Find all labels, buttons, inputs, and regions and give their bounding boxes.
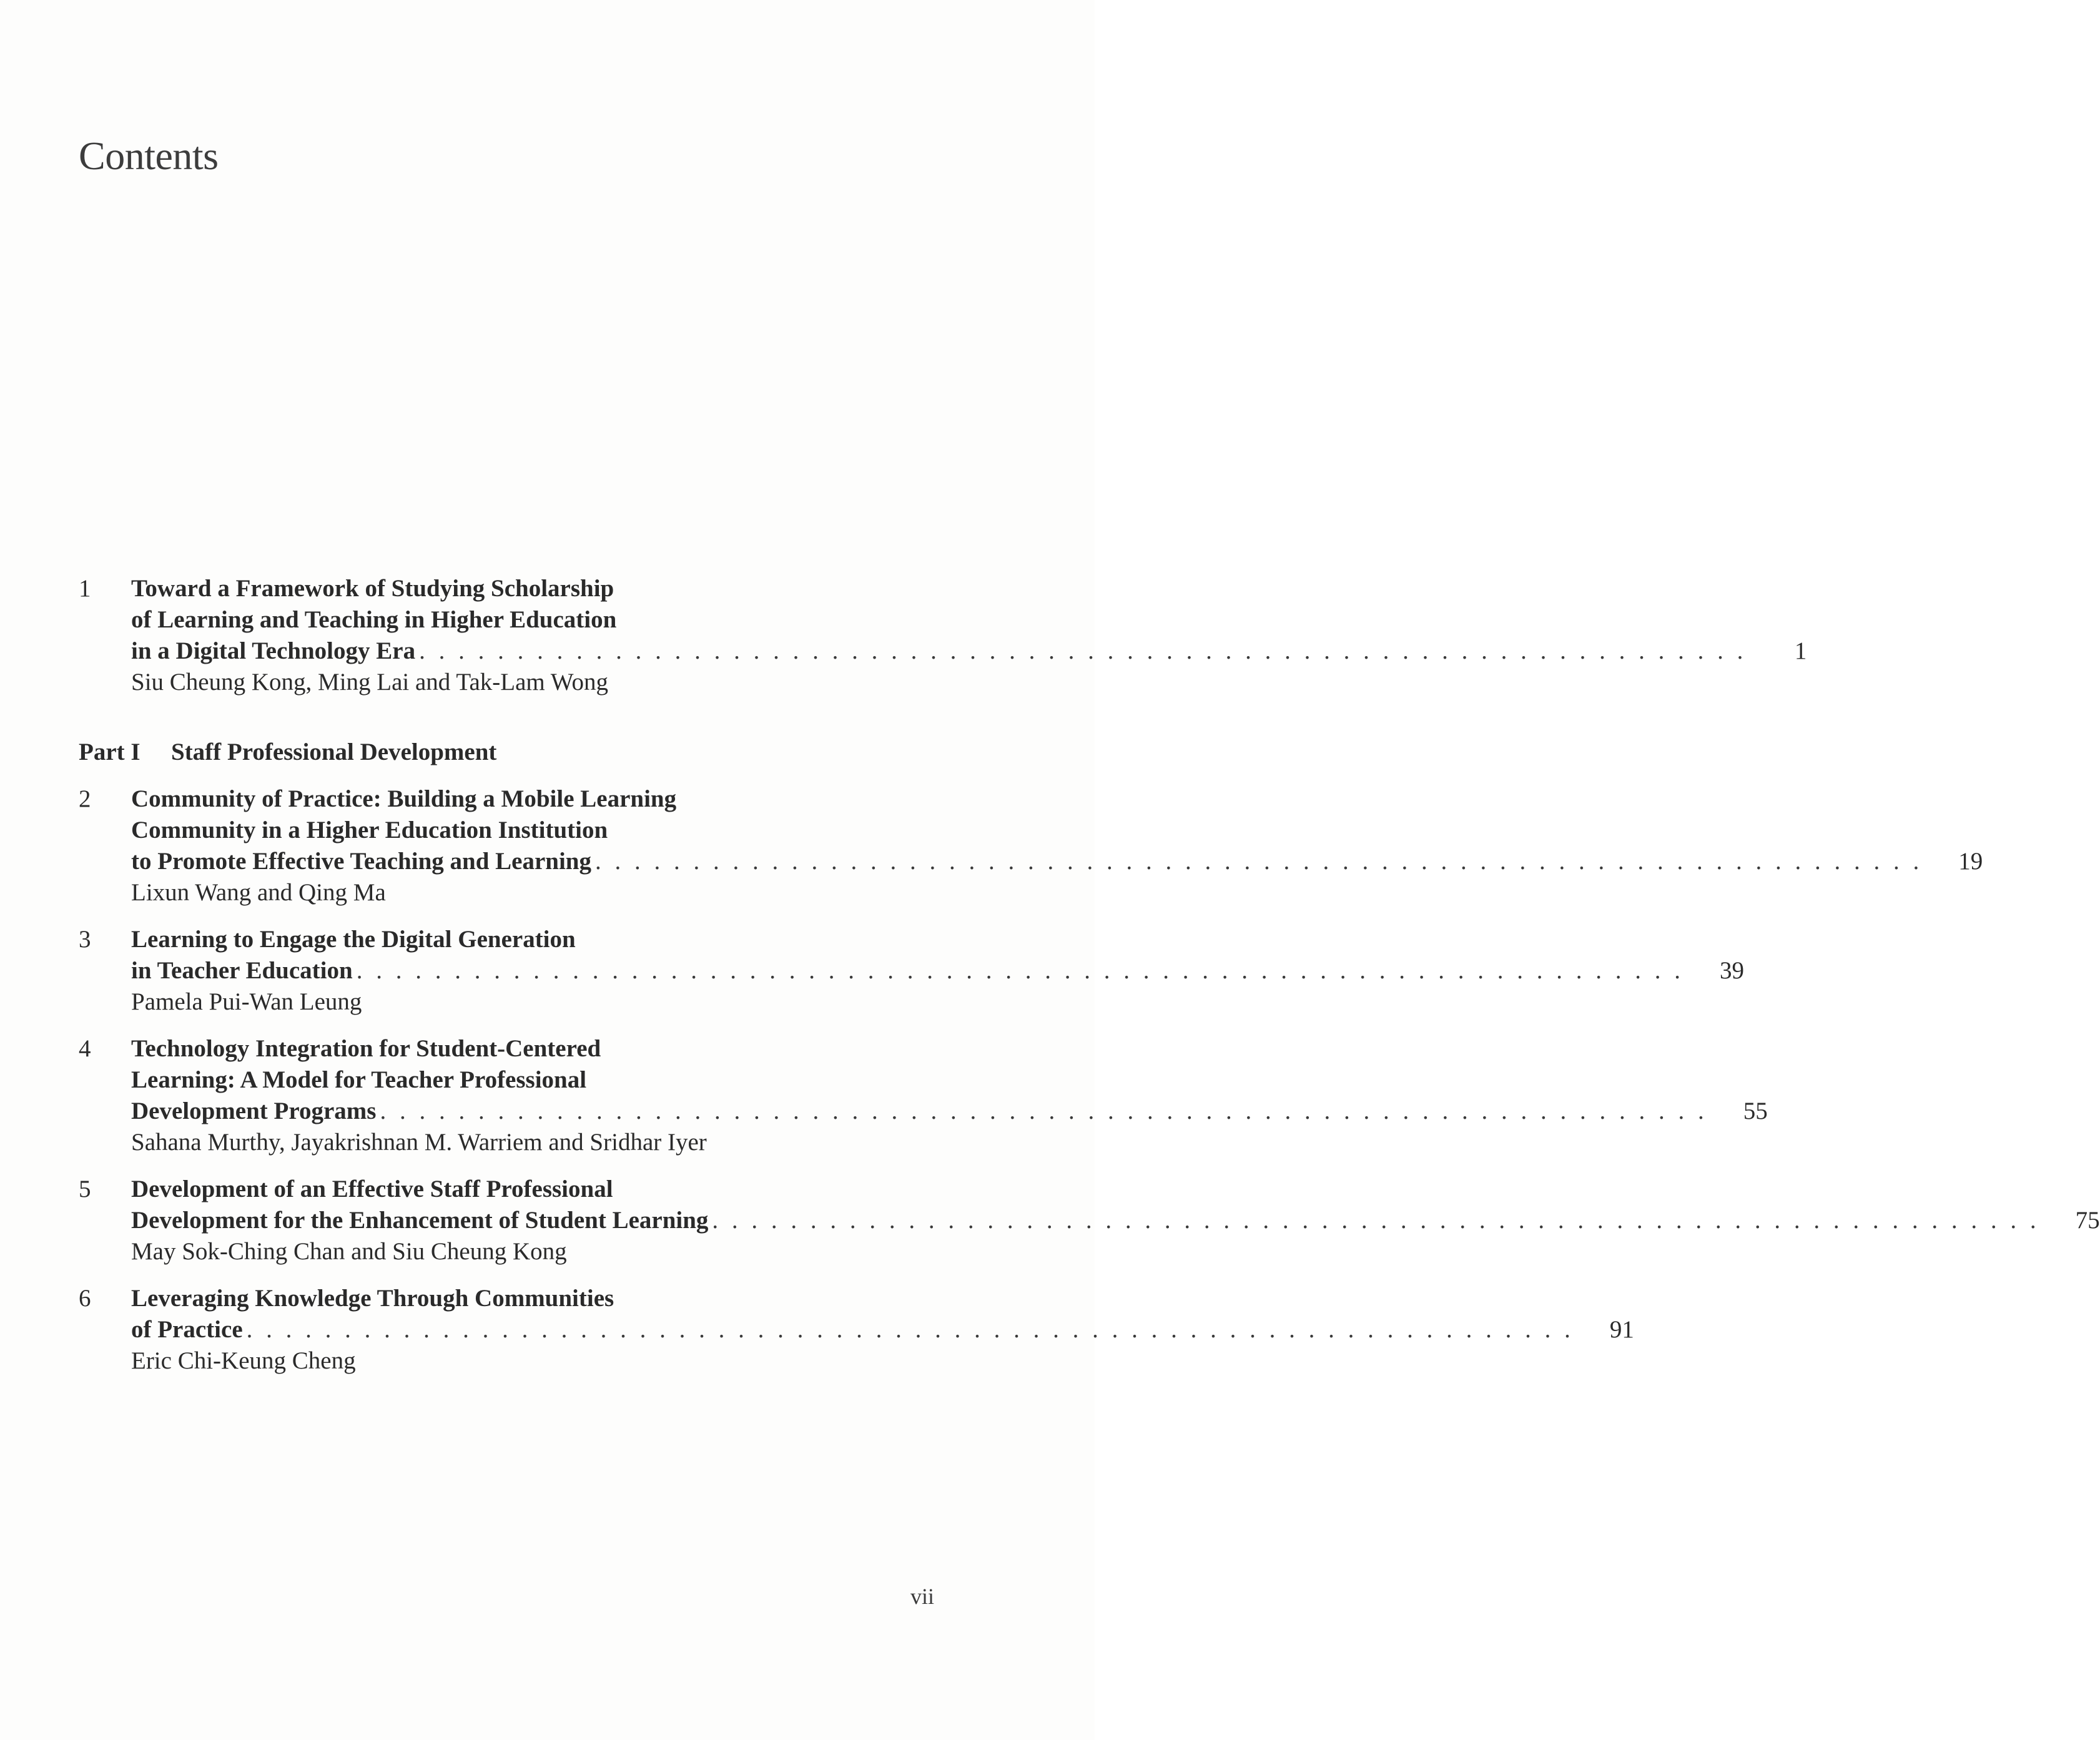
page-number: 55 bbox=[1743, 1098, 1768, 1124]
chapter-authors: Sahana Murthy, Jayakrishnan M. Warriem and Sridhar Iyer bbox=[131, 1129, 707, 1156]
page-number: 19 bbox=[1958, 848, 1983, 875]
chapter-title-line: of Learning and Teaching in Higher Education bbox=[131, 606, 617, 633]
dot-leader: . . . . . . . . . . . . . . . . . . . . . . . . . . . . . . . . . . . . . . . . . . . . . . . . . . . . . . . . . . . . . . . . . . . . bbox=[356, 957, 1684, 984]
chapter-authors: Pamela Pui-Wan Leung bbox=[131, 988, 362, 1015]
chapter-authors: Siu Cheung Kong, Ming Lai and Tak-Lam Wong bbox=[131, 669, 608, 696]
chapter-title-line: Toward a Framework of Studying Scholarship bbox=[131, 575, 614, 602]
page-folio: vii bbox=[910, 1584, 934, 1609]
part-heading bbox=[79, 737, 496, 768]
chapter-title-line: Leveraging Knowledge Through Communities bbox=[131, 1285, 614, 1312]
dot-leader: . . . . . . . . . . . . . . . . . . . . . . . . . . . . . . . . . . . . . . . . . . . . . . . . . . . . . . . . . . . . . . . . . . . . bbox=[712, 1207, 2040, 1234]
dot-leader: . . . . . . . . . . . . . . . . . . . . . . . . . . . . . . . . . . . . . . . . . . . . . . . . . . . . . . . . . . . . . . . . . . . . bbox=[594, 848, 1923, 875]
chapter-authors: May Sok-Ching Chan and Siu Cheung Kong bbox=[131, 1238, 567, 1265]
chapter-title-line: Community of Practice: Building a Mobile Learning bbox=[131, 785, 677, 812]
chapter-title-line: in Teacher Education bbox=[131, 957, 353, 984]
dot-leader: . . . . . . . . . . . . . . . . . . . . . . . . . . . . . . . . . . . . . . . . . . . . . . . . . . . . . . . . . . . . . . . . . . . . bbox=[380, 1098, 1708, 1124]
page-number: 39 bbox=[1719, 957, 1744, 984]
chapter-authors: Eric Chi-Keung Cheng bbox=[131, 1347, 356, 1374]
part-title: Staff Professional Development bbox=[171, 739, 497, 765]
page-number: 91 bbox=[1609, 1316, 1634, 1343]
chapter-number: 5 bbox=[79, 1176, 91, 1202]
chapter-number: 3 bbox=[79, 926, 91, 953]
dot-leader: . . . . . . . . . . . . . . . . . . . . . . . . . . . . . . . . . . . . . . . . . . . . . . . . . . . . . . . . . . . . . . . . . . . . bbox=[246, 1316, 1574, 1343]
chapter-title-line: Development for the Enhancement of Student Learning bbox=[131, 1207, 709, 1234]
chapter-title-line: Development Programs bbox=[131, 1098, 377, 1124]
chapter-number: 4 bbox=[79, 1035, 91, 1062]
chapter-authors: Lixun Wang and Qing Ma bbox=[131, 879, 386, 906]
chapter-title-line: Community in a Higher Education Institution bbox=[131, 817, 608, 843]
page-number: 1 bbox=[1794, 637, 1807, 664]
chapter-title-line: Development of an Effective Staff Professional bbox=[131, 1176, 613, 1202]
chapter-title-line: of Practice bbox=[131, 1316, 243, 1343]
dot-leader: . . . . . . . . . . . . . . . . . . . . . . . . . . . . . . . . . . . . . . . . . . . . . . . . . . . . . . . . . . . . . . . . . . . . bbox=[419, 637, 1747, 664]
chapter-title-line: Learning: A Model for Teacher Professional bbox=[131, 1066, 587, 1093]
chapter-title-line: Technology Integration for Student-Centered bbox=[131, 1035, 601, 1062]
chapter-number: 2 bbox=[79, 785, 91, 812]
chapter-title-line: to Promote Effective Teaching and Learning bbox=[131, 848, 591, 875]
part-label: Part I bbox=[79, 739, 140, 765]
chapter-number: 6 bbox=[79, 1285, 91, 1312]
chapter-title-line: Learning to Engage the Digital Generation bbox=[131, 926, 576, 953]
chapter-title-line: in a Digital Technology Era bbox=[131, 637, 416, 664]
chapter-number: 1 bbox=[79, 575, 91, 602]
page-number: 75 bbox=[2075, 1207, 2100, 1234]
page-title: Contents bbox=[79, 134, 219, 178]
